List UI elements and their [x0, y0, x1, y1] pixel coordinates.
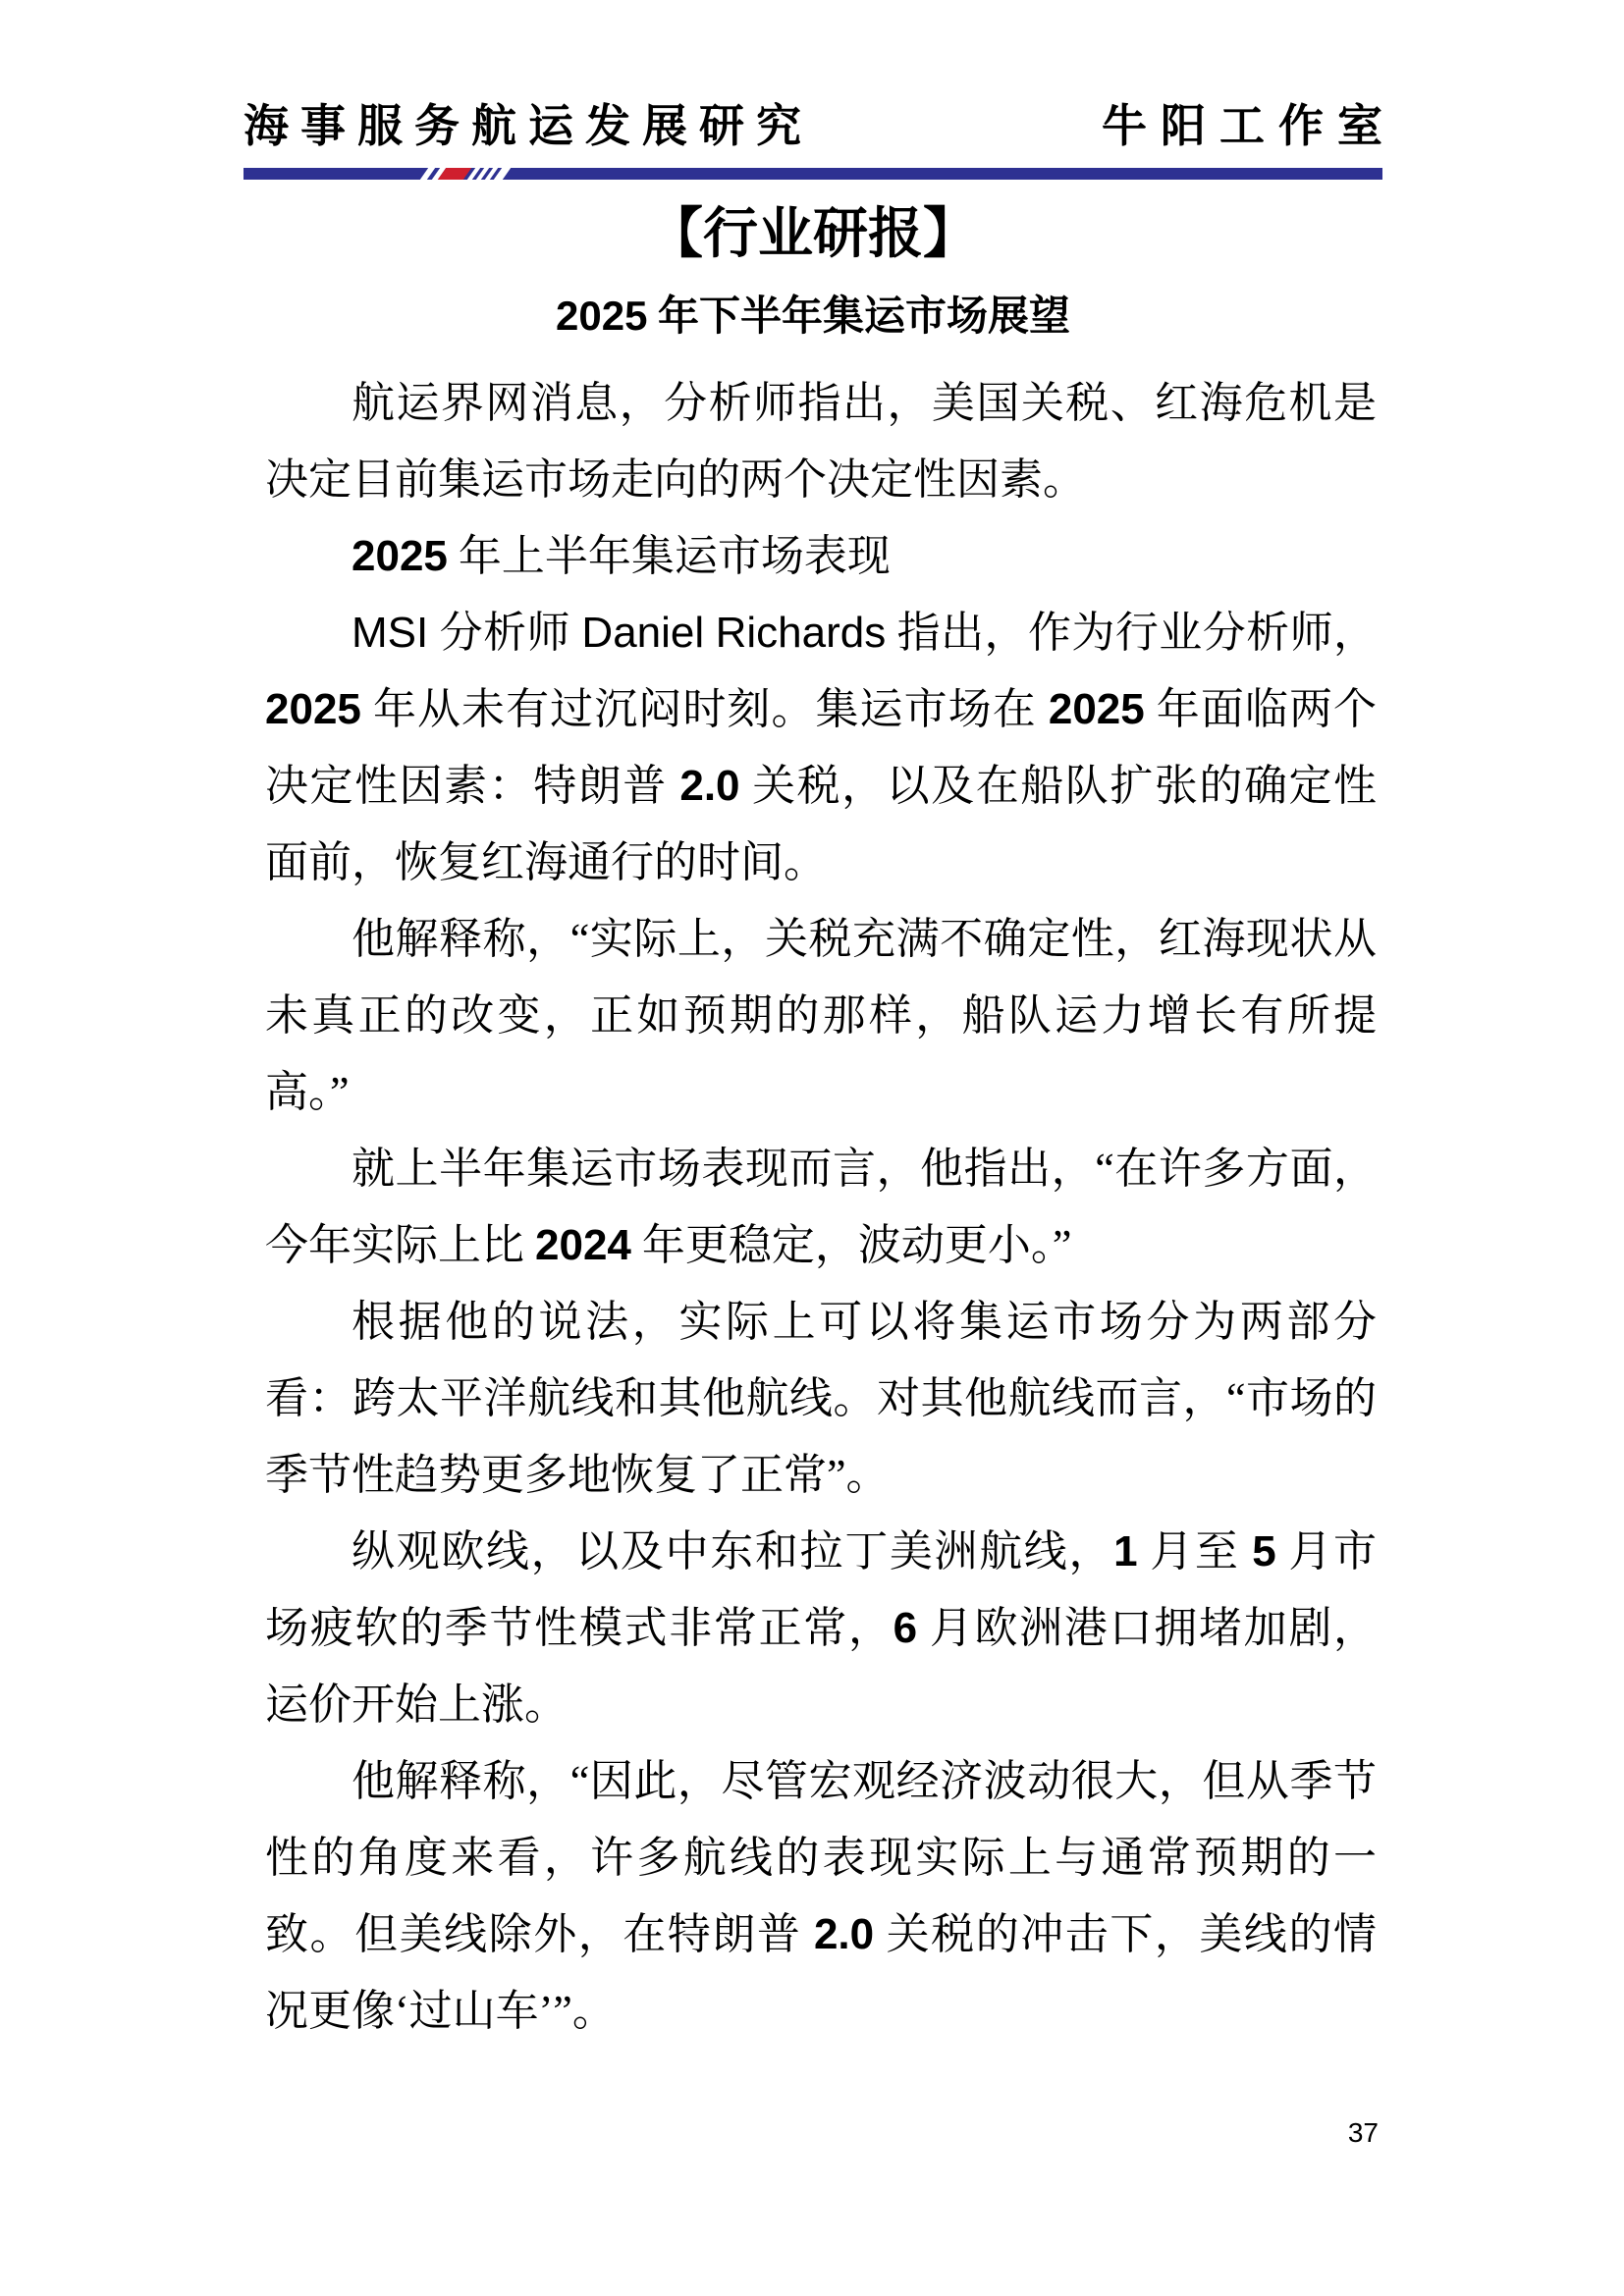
- article-subtitle: 2025 年下半年集运市场展望: [556, 293, 1070, 340]
- header-left-title: 海事服务航运发展研究: [244, 100, 813, 151]
- article-body: [244, 365, 1382, 2050]
- header-right-title: 牛阳工作室: [1102, 100, 1396, 151]
- body-paragraph: 航运界网消息，分析师指出，美国关税、红海危机是决定目前集运市场走向的两个决定性因素。: [265, 379, 1377, 504]
- body-paragraph: 纵观欧线，以及中东和拉丁美洲航线，1 月至 5 月市场疲软的季节性模式非常正常，6 月欧洲港口拥堵加剧，运价开始上涨。: [265, 1527, 1378, 1729]
- body-paragraph: 就上半年集运市场表现而言，他指出，“在许多方面，今年实际上比 2024 年更稳定，波动更小。”: [265, 1145, 1377, 1269]
- page-number: 37: [1347, 2117, 1379, 2148]
- article-title: 【行业研报】: [648, 202, 978, 264]
- body-paragraph: 他解释称，“因此，尽管宏观经济波动很大，但从季节性的角度来看，许多航线的表现实际上与通常预期的一致。但美线除外，在特朗普 2.0 关税的冲击下，美线的情况更像‘过山车’”。: [265, 1757, 1378, 2035]
- body-paragraph: 他解释称，“实际上，关税充满不确定性，红海现状从未真正的改变，正如预期的那样，船队运力增长有所提高。”: [265, 915, 1377, 1116]
- body-paragraph: MSI 分析师 Daniel Richards 指出，作为行业分析师，2025 年从未有过沉闷时刻。集运市场在 2025 年面临两个决定性因素：特朗普 2.0 关税，以及在船队扩张的确定性面前，恢复红海通行的时间。: [265, 609, 1378, 886]
- body-paragraph: 根据他的说法，实际上可以将集运市场分为两部分看：跨太平洋航线和其他航线。对其他航线而言，“市场的季节性趋势更多地恢复了正常”。: [265, 1298, 1377, 1499]
- body-paragraph-section-label: 2025 年上半年集运市场表现: [352, 532, 891, 580]
- header-rule: [244, 168, 1382, 180]
- page-header: [244, 100, 1396, 151]
